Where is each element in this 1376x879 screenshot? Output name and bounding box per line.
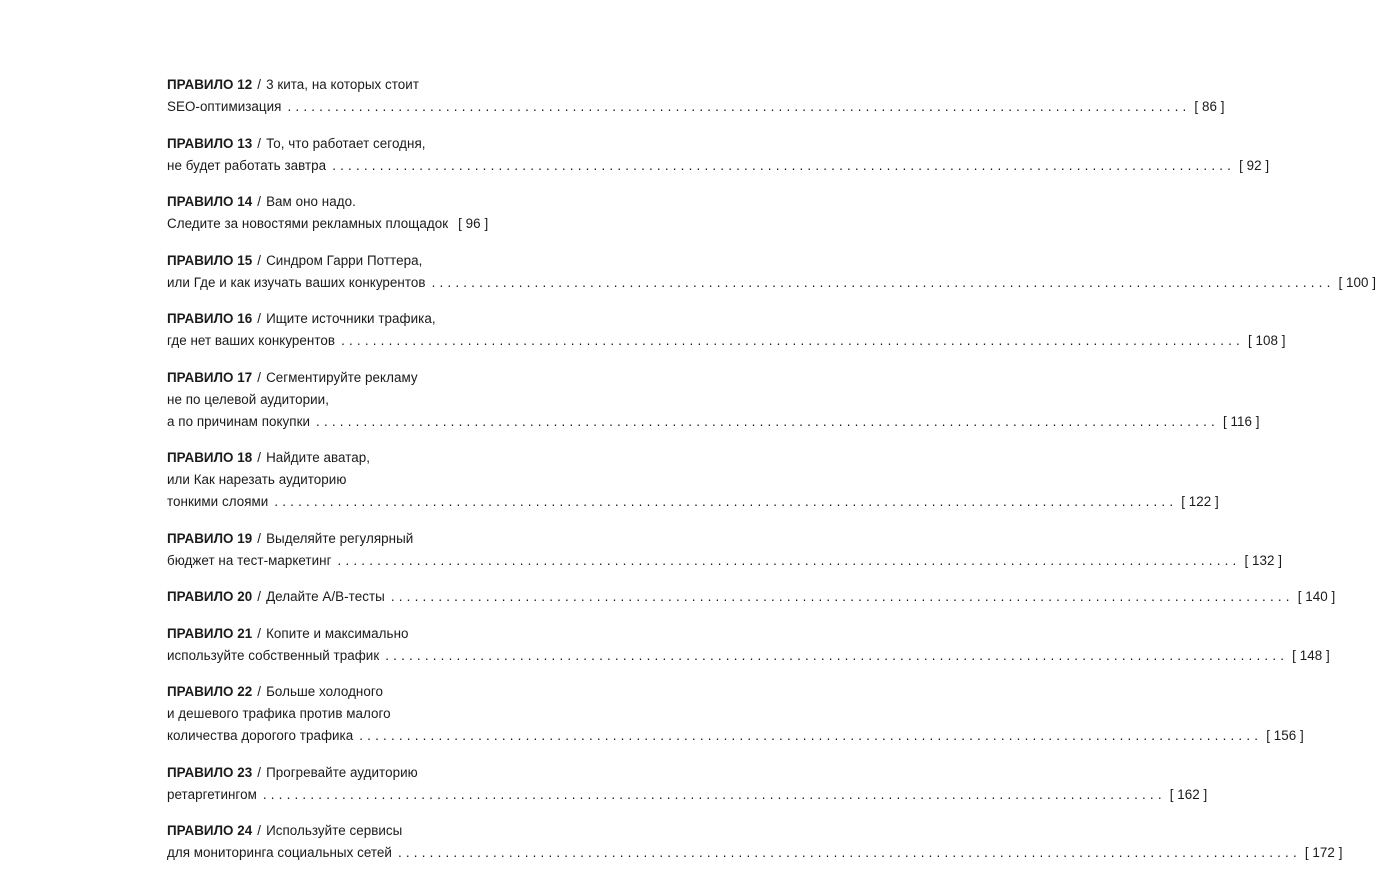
toc-entry-first-line xyxy=(167,308,483,330)
page-number: [ 100 ] xyxy=(1339,272,1376,294)
entry-title-text: или Где и как изучать ваших конкурентов xyxy=(167,272,426,294)
rule-number: ПРАВИЛО 19 xyxy=(167,528,252,550)
rule-number: ПРАВИЛО 24 xyxy=(167,820,252,842)
toc-entry-leader-line xyxy=(167,411,483,433)
dot-leader xyxy=(274,491,1177,513)
toc-entry[interactable] xyxy=(167,74,483,118)
rule-number: ПРАВИЛО 17 xyxy=(167,367,252,389)
separator-slash: / xyxy=(257,74,261,96)
separator-slash: / xyxy=(257,308,261,330)
separator-slash: / xyxy=(257,250,261,272)
page-number: [ 108 ] xyxy=(1248,330,1286,352)
entry-title-text: или Как нарезать аудиторию xyxy=(167,469,483,491)
toc-entry[interactable] xyxy=(167,447,483,513)
page-number: [ 92 ] xyxy=(1239,155,1269,177)
entry-title-text: не по целевой аудитории, xyxy=(167,389,483,411)
toc-entry-first-line xyxy=(167,681,483,703)
entry-title-text: Прогревайте аудиторию xyxy=(266,762,418,784)
rule-number: ПРАВИЛО 21 xyxy=(167,623,252,645)
toc-entry[interactable] xyxy=(167,250,483,294)
separator-slash: / xyxy=(257,586,261,608)
rule-number: ПРАВИЛО 22 xyxy=(167,681,252,703)
page-number: [ 156 ] xyxy=(1266,725,1304,747)
entry-title-text: 3 кита, на которых стоит xyxy=(266,74,419,96)
entry-title-text: Копите и максимально xyxy=(266,623,408,645)
table-of-contents xyxy=(167,74,483,879)
entry-title-text: используйте собственный трафик xyxy=(167,645,379,667)
entry-title-text: Ищите источники трафика, xyxy=(266,308,436,330)
separator-slash: / xyxy=(257,820,261,842)
toc-entry-leader-line xyxy=(167,550,483,572)
toc-entry-leader-line xyxy=(167,213,483,235)
dot-leader xyxy=(332,155,1235,177)
entry-title-text: Вам оно надо. xyxy=(266,191,356,213)
dot-leader xyxy=(287,96,1190,118)
toc-entry-leader-line xyxy=(167,96,483,118)
separator-slash: / xyxy=(257,133,261,155)
toc-entry-leader-line xyxy=(167,330,483,352)
toc-entry-first-line xyxy=(167,762,483,784)
separator-slash: / xyxy=(257,367,261,389)
entry-title-text: и дешевого трафика против малого xyxy=(167,703,483,725)
entry-title-text: Сегментируйте рекламу xyxy=(266,367,418,389)
toc-entry-first-line xyxy=(167,820,483,842)
separator-slash: / xyxy=(257,447,261,469)
toc-entry-first-line xyxy=(167,191,483,213)
toc-entry[interactable] xyxy=(167,820,483,864)
dot-leader xyxy=(385,645,1288,667)
toc-entry-leader-line xyxy=(167,842,483,864)
page-number: [ 148 ] xyxy=(1292,645,1330,667)
dot-leader xyxy=(391,586,1294,608)
entry-title-text: для мониторинга социальных сетей xyxy=(167,842,392,864)
toc-entry[interactable] xyxy=(167,762,483,806)
toc-entry-leader-line xyxy=(167,272,483,294)
separator-slash: / xyxy=(257,681,261,703)
entry-title-text: тонкими слоями xyxy=(167,491,268,513)
page-number: [ 172 ] xyxy=(1305,842,1343,864)
toc-entry-first-line xyxy=(167,133,483,155)
page-number: [ 96 ] xyxy=(458,213,488,235)
entry-title-text: Найдите аватар, xyxy=(266,447,370,469)
separator-slash: / xyxy=(257,623,261,645)
toc-entry-first-line xyxy=(167,250,483,272)
page-number: [ 122 ] xyxy=(1181,491,1219,513)
toc-entry-first-line xyxy=(167,367,483,389)
rule-number: ПРАВИЛО 13 xyxy=(167,133,252,155)
dot-leader xyxy=(359,725,1262,747)
separator-slash: / xyxy=(257,191,261,213)
entry-title-text: не будет работать завтра xyxy=(167,155,326,177)
rule-number: ПРАВИЛО 14 xyxy=(167,191,252,213)
page-number: [ 86 ] xyxy=(1194,96,1224,118)
separator-slash: / xyxy=(257,762,261,784)
toc-entry-first-line xyxy=(167,528,483,550)
page-number: [ 140 ] xyxy=(1298,586,1336,608)
dot-leader xyxy=(316,411,1219,433)
document-page xyxy=(0,0,600,750)
dot-leader xyxy=(263,784,1166,806)
toc-entry-leader-line xyxy=(167,725,483,747)
rule-number: ПРАВИЛО 18 xyxy=(167,447,252,469)
entry-title-text: количества дорогого трафика xyxy=(167,725,353,747)
page-number: [ 162 ] xyxy=(1170,784,1208,806)
toc-entry-first-line xyxy=(167,623,483,645)
toc-entry[interactable] xyxy=(167,623,483,667)
toc-entry-leader-line xyxy=(167,784,483,806)
separator-slash: / xyxy=(257,528,261,550)
toc-entry[interactable] xyxy=(167,528,483,572)
toc-entry[interactable] xyxy=(167,308,483,352)
toc-entry[interactable] xyxy=(167,367,483,433)
entry-title-text: Больше холодного xyxy=(266,681,383,703)
toc-entry-leader-line xyxy=(167,491,483,513)
rule-number: ПРАВИЛО 23 xyxy=(167,762,252,784)
entry-title-text: Делайте А/В-тесты xyxy=(266,586,385,608)
toc-entry-first-line xyxy=(167,447,483,469)
dot-leader xyxy=(341,330,1244,352)
page-number: [ 132 ] xyxy=(1244,550,1282,572)
rule-number: ПРАВИЛО 12 xyxy=(167,74,252,96)
toc-entry[interactable] xyxy=(167,586,483,608)
toc-entry-first-line xyxy=(167,74,483,96)
toc-entry[interactable] xyxy=(167,191,483,235)
rule-number: ПРАВИЛО 20 xyxy=(167,586,252,608)
entry-title-text: Синдром Гарри Поттера, xyxy=(266,250,422,272)
toc-entry[interactable] xyxy=(167,133,483,177)
toc-entry-leader-line xyxy=(167,645,483,667)
dot-leader xyxy=(338,550,1241,572)
entry-title-text: Используйте сервисы xyxy=(266,820,402,842)
dot-leader xyxy=(398,842,1301,864)
entry-title-text: ретаргетингом xyxy=(167,784,257,806)
page-number: [ 116 ] xyxy=(1223,411,1260,433)
entry-title-text: Следите за новостями рекламных площадок xyxy=(167,213,448,235)
entry-title-text: а по причинам покупки xyxy=(167,411,310,433)
entry-title-text: SEO-оптимизация xyxy=(167,96,281,118)
entry-title-text: То, что работает сегодня, xyxy=(266,133,425,155)
entry-title-text: Выделяйте регулярный xyxy=(266,528,413,550)
rule-number: ПРАВИЛО 15 xyxy=(167,250,252,272)
dot-leader xyxy=(432,272,1335,294)
entry-title-text: где нет ваших конкурентов xyxy=(167,330,335,352)
toc-entry-leader-line xyxy=(167,155,483,177)
toc-entry-first-line xyxy=(167,586,483,608)
toc-entry[interactable] xyxy=(167,681,483,747)
entry-title-text: бюджет на тест-маркетинг xyxy=(167,550,332,572)
rule-number: ПРАВИЛО 16 xyxy=(167,308,252,330)
